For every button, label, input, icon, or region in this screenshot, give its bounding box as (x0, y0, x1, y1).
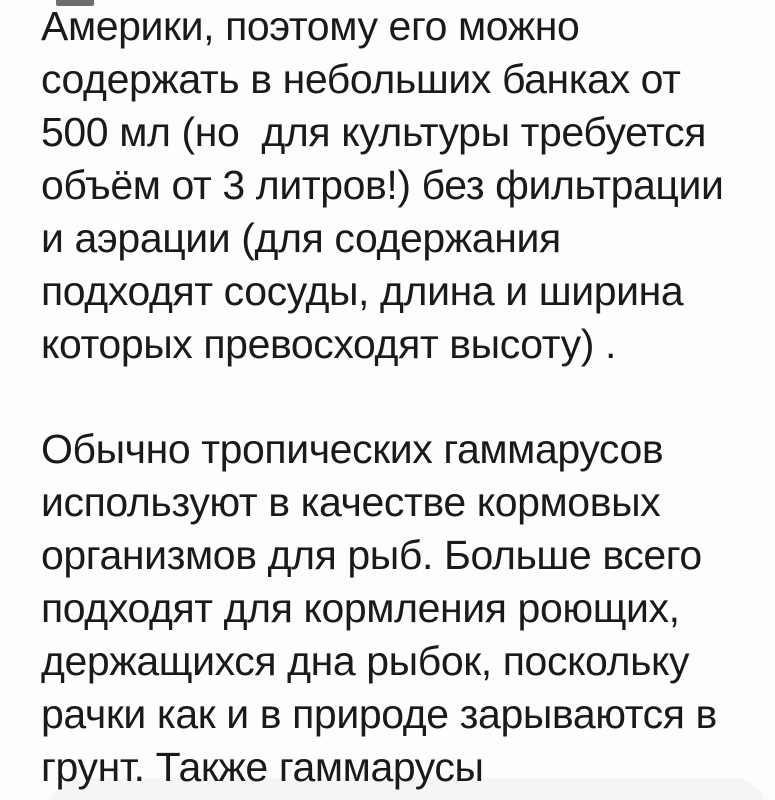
text-line: объём от 3 литров!) без фильтрации (41, 162, 724, 208)
text-line: используют в качестве кормовых (41, 479, 661, 525)
text-line: подходят сосуды, длина и ширина (41, 268, 684, 314)
text-line: которых превосходят высоту) . (41, 321, 616, 367)
text-line: организмов для рыб. Больше всего (41, 532, 702, 578)
paragraph (41, 423, 759, 794)
text-line: Обычно тропических гаммарусов (41, 426, 664, 472)
text-line: рачки как и в природе зарываются в (41, 691, 717, 737)
text-line: Америки, поэтому его можно (41, 3, 580, 49)
text-line: и аэрации (для содержания (41, 215, 561, 261)
text-line: держащихся дна рыбок, поскольку (41, 638, 690, 684)
article-text (41, 0, 759, 794)
text-line: грунт. Также гаммарусы (41, 744, 484, 790)
text-line: подходят для кормления роющих, (41, 585, 680, 631)
paragraph (41, 0, 759, 371)
text-line: 500 мл (но для культуры требуется (41, 109, 707, 155)
text-line: содержать в небольших банках от (41, 56, 681, 102)
